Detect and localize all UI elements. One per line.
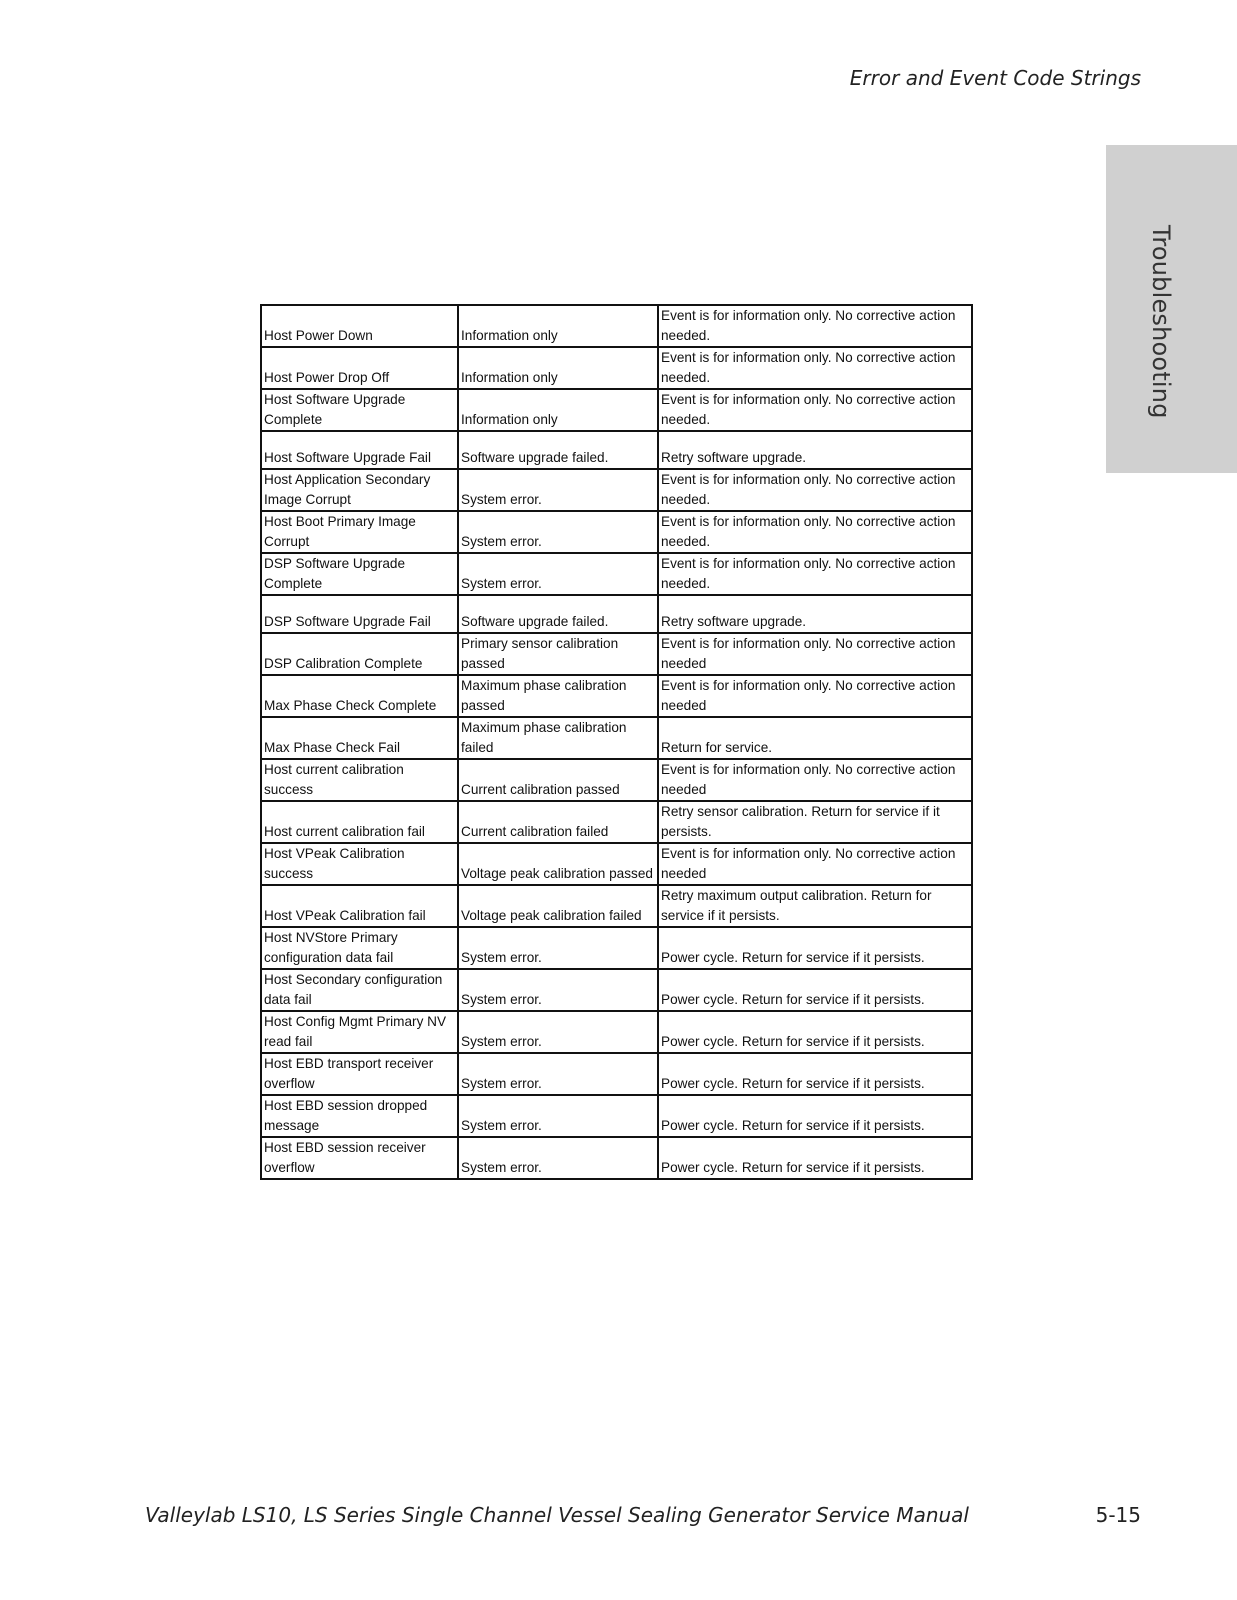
- code-cell-text: Host Config Mgmt Primary NV read fail: [264, 1014, 447, 1049]
- description-cell-text: Information only: [461, 412, 558, 427]
- footer-manual-title: Valleylab LS10, LS Series Single Channel Vessel Sealing Generator Service Manual: [145, 1503, 969, 1527]
- action-cell: [658, 1053, 972, 1095]
- code-cell: [261, 1137, 458, 1179]
- code-cell-text: DSP Software Upgrade Fail: [264, 614, 431, 629]
- description-cell-text: System error.: [461, 1076, 542, 1091]
- code-cell: [261, 1095, 458, 1137]
- table-row: [261, 717, 972, 759]
- action-cell-text: Event is for information only. No corrective action needed: [661, 636, 956, 671]
- action-cell-text: Return for service.: [661, 740, 773, 755]
- code-cell: [261, 969, 458, 1011]
- description-cell: [458, 843, 658, 885]
- description-cell-text: Current calibration failed: [461, 824, 609, 839]
- description-cell: [458, 347, 658, 389]
- table-row: [261, 843, 972, 885]
- code-cell-text: Host VPeak Calibration fail: [264, 908, 426, 923]
- code-cell-text: Host VPeak Calibration success: [264, 846, 405, 881]
- description-cell-text: System error.: [461, 492, 542, 507]
- code-cell-text: Host EBD transport receiver overflow: [264, 1056, 434, 1091]
- description-cell-text: System error.: [461, 576, 542, 591]
- table-row: [261, 1011, 972, 1053]
- code-cell-text: Max Phase Check Fail: [264, 740, 400, 755]
- code-cell: [261, 305, 458, 347]
- action-cell-text: Power cycle. Return for service if it persists.: [661, 1076, 925, 1091]
- description-cell: [458, 1095, 658, 1137]
- error-code-table-body: [261, 305, 972, 1179]
- code-cell-text: DSP Software Upgrade Complete: [264, 556, 406, 591]
- description-cell: [458, 389, 658, 431]
- action-cell: [658, 347, 972, 389]
- table-row: [261, 511, 972, 553]
- code-cell: [261, 469, 458, 511]
- description-cell: [458, 969, 658, 1011]
- description-cell: [458, 553, 658, 595]
- description-cell-text: Voltage peak calibration passed: [461, 866, 653, 881]
- action-cell-text: Event is for information only. No corrective action needed.: [661, 392, 956, 427]
- code-cell: [261, 801, 458, 843]
- description-cell: [458, 469, 658, 511]
- code-cell-text: Host current calibration success: [264, 762, 404, 797]
- table-row: [261, 675, 972, 717]
- action-cell: [658, 843, 972, 885]
- code-cell: [261, 431, 458, 469]
- table-row: [261, 1095, 972, 1137]
- description-cell: [458, 675, 658, 717]
- code-cell-text: Host NVStore Primary configuration data fail: [264, 930, 398, 965]
- code-cell: [261, 675, 458, 717]
- table-row: [261, 431, 972, 469]
- action-cell-text: Event is for information only. No corrective action needed.: [661, 472, 956, 507]
- description-cell: [458, 1053, 658, 1095]
- table-row: [261, 927, 972, 969]
- description-cell: [458, 305, 658, 347]
- description-cell-text: System error.: [461, 950, 542, 965]
- action-cell: [658, 389, 972, 431]
- error-code-table-container: [260, 304, 971, 1180]
- description-cell: [458, 633, 658, 675]
- code-cell-text: Max Phase Check Complete: [264, 698, 437, 713]
- action-cell: [658, 553, 972, 595]
- code-cell-text: Host Software Upgrade Complete: [264, 392, 406, 427]
- table-row: [261, 347, 972, 389]
- action-cell: [658, 633, 972, 675]
- action-cell: [658, 431, 972, 469]
- error-code-table: [260, 304, 973, 1180]
- code-cell: [261, 595, 458, 633]
- code-cell-text: Host EBD session dropped message: [264, 1098, 428, 1133]
- description-cell-text: Voltage peak calibration failed: [461, 908, 642, 923]
- action-cell: [658, 595, 972, 633]
- description-cell: [458, 759, 658, 801]
- action-cell: [658, 1137, 972, 1179]
- description-cell-text: Current calibration passed: [461, 782, 620, 797]
- description-cell: [458, 431, 658, 469]
- description-cell-text: Maximum phase calibration failed: [461, 720, 627, 755]
- description-cell-text: Primary sensor calibration passed: [461, 636, 619, 671]
- footer-page-number: 5-15: [1095, 1503, 1141, 1527]
- action-cell: [658, 927, 972, 969]
- action-cell-text: Power cycle. Return for service if it persists.: [661, 950, 925, 965]
- table-row: [261, 801, 972, 843]
- action-cell: [658, 469, 972, 511]
- description-cell: [458, 927, 658, 969]
- table-row: [261, 759, 972, 801]
- action-cell: [658, 511, 972, 553]
- code-cell: [261, 1053, 458, 1095]
- description-cell-text: System error.: [461, 992, 542, 1007]
- action-cell: [658, 1011, 972, 1053]
- table-row: [261, 553, 972, 595]
- action-cell-text: Retry software upgrade.: [661, 614, 807, 629]
- description-cell-text: System error.: [461, 1118, 542, 1133]
- code-cell: [261, 347, 458, 389]
- table-row: [261, 633, 972, 675]
- description-cell: [458, 1011, 658, 1053]
- code-cell-text: Host current calibration fail: [264, 824, 425, 839]
- action-cell-text: Power cycle. Return for service if it persists.: [661, 992, 925, 1007]
- code-cell-text: Host EBD session receiver overflow: [264, 1140, 426, 1175]
- action-cell-text: Event is for information only. No corrective action needed.: [661, 556, 956, 591]
- action-cell: [658, 801, 972, 843]
- code-cell: [261, 553, 458, 595]
- action-cell: [658, 969, 972, 1011]
- action-cell-text: Event is for information only. No corrective action needed.: [661, 308, 956, 343]
- section-tab-label: Troubleshooting: [1147, 225, 1175, 419]
- description-cell-text: Maximum phase calibration passed: [461, 678, 627, 713]
- table-row: [261, 885, 972, 927]
- description-cell: [458, 595, 658, 633]
- code-cell-text: Host Secondary configuration data fail: [264, 972, 443, 1007]
- action-cell-text: Event is for information only. No corrective action needed: [661, 846, 956, 881]
- description-cell: [458, 717, 658, 759]
- table-row: [261, 595, 972, 633]
- description-cell-text: System error.: [461, 534, 542, 549]
- table-row: [261, 389, 972, 431]
- description-cell-text: Software upgrade failed.: [461, 450, 609, 465]
- action-cell-text: Power cycle. Return for service if it persists.: [661, 1160, 925, 1175]
- table-row: [261, 469, 972, 511]
- action-cell: [658, 717, 972, 759]
- action-cell-text: Retry maximum output calibration. Return for service if it persists.: [661, 888, 932, 923]
- action-cell-text: Power cycle. Return for service if it persists.: [661, 1034, 925, 1049]
- action-cell-text: Event is for information only. No corrective action needed: [661, 762, 956, 797]
- description-cell: [458, 511, 658, 553]
- action-cell-text: Retry software upgrade.: [661, 450, 807, 465]
- code-cell: [261, 511, 458, 553]
- table-row: [261, 1053, 972, 1095]
- code-cell: [261, 759, 458, 801]
- code-cell-text: Host Power Down: [264, 328, 373, 343]
- table-row: [261, 969, 972, 1011]
- code-cell: [261, 885, 458, 927]
- description-cell-text: System error.: [461, 1160, 542, 1175]
- description-cell-text: Information only: [461, 370, 558, 385]
- action-cell-text: Event is for information only. No corrective action needed: [661, 678, 956, 713]
- action-cell-text: Power cycle. Return for service if it persists.: [661, 1118, 925, 1133]
- running-header-title: Error and Event Code Strings: [849, 66, 1141, 90]
- action-cell: [658, 675, 972, 717]
- code-cell-text: Host Power Drop Off: [264, 370, 390, 385]
- action-cell: [658, 305, 972, 347]
- description-cell: [458, 885, 658, 927]
- description-cell-text: System error.: [461, 1034, 542, 1049]
- action-cell-text: Retry sensor calibration. Return for service if it persists.: [661, 804, 940, 839]
- action-cell: [658, 759, 972, 801]
- code-cell-text: Host Boot Primary Image Corrupt: [264, 514, 416, 549]
- code-cell: [261, 927, 458, 969]
- action-cell-text: Event is for information only. No corrective action needed.: [661, 350, 956, 385]
- description-cell: [458, 801, 658, 843]
- code-cell-text: Host Software Upgrade Fail: [264, 450, 431, 465]
- code-cell: [261, 389, 458, 431]
- table-row: [261, 1137, 972, 1179]
- action-cell: [658, 885, 972, 927]
- code-cell-text: DSP Calibration Complete: [264, 656, 423, 671]
- table-row: [261, 305, 972, 347]
- code-cell: [261, 843, 458, 885]
- code-cell-text: Host Application Secondary Image Corrupt: [264, 472, 431, 507]
- description-cell-text: Information only: [461, 328, 558, 343]
- action-cell: [658, 1095, 972, 1137]
- code-cell: [261, 633, 458, 675]
- code-cell: [261, 1011, 458, 1053]
- description-cell-text: Software upgrade failed.: [461, 614, 609, 629]
- code-cell: [261, 717, 458, 759]
- description-cell: [458, 1137, 658, 1179]
- action-cell-text: Event is for information only. No corrective action needed.: [661, 514, 956, 549]
